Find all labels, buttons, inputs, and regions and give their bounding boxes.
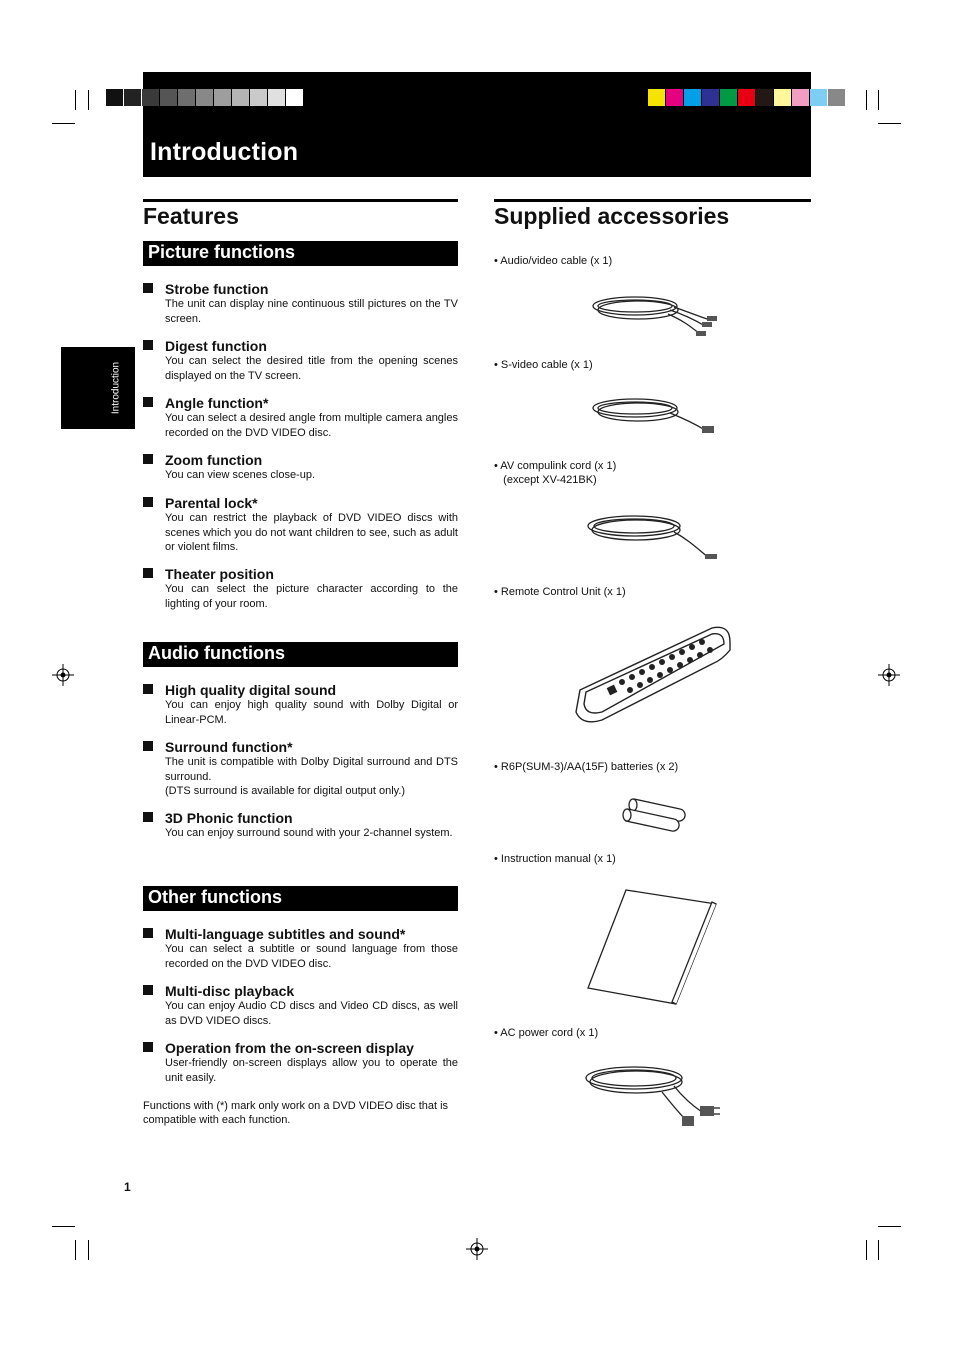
grayscale-swatch: [286, 89, 303, 106]
category-bar-picture: [143, 241, 458, 266]
feature-item: [143, 395, 458, 440]
s-video-cable-icon: [590, 392, 720, 440]
feature-desc: You can enjoy surround sound with your 2-channel system.: [165, 827, 453, 839]
accessory-label: • AV compulink cord (x 1) (except XV-421BK): [494, 460, 617, 486]
bullet-icon: [143, 454, 153, 464]
bullet-icon: [143, 741, 153, 751]
feature-title: Multi-disc playback: [165, 983, 295, 999]
grayscale-swatch: [160, 89, 177, 106]
bullet-icon: [143, 340, 153, 350]
feature-desc: You can restrict the playback of DVD VIDEO discs with scenes which you do not want children to see, such as adult or violent films.: [165, 512, 458, 553]
grayscale-swatch: [232, 89, 249, 106]
registration-mark-icon: [466, 1238, 488, 1260]
grayscale-swatch: [250, 89, 267, 106]
av-cable-icon: [590, 290, 720, 340]
page-number: 1: [124, 1180, 131, 1194]
color-swatch: [810, 89, 827, 106]
feature-desc: You can select a subtitle or sound language from those recorded on the DVD VIDEO disc.: [165, 943, 458, 970]
feature-item: [143, 281, 458, 326]
registration-mark-icon: [52, 664, 74, 686]
side-tab: [61, 347, 135, 429]
color-swatch: [738, 89, 755, 106]
color-swatch: [648, 89, 665, 106]
feature-item: [143, 739, 458, 799]
grayscale-swatch: [196, 89, 213, 106]
color-swatch: [684, 89, 701, 106]
remote-control-icon: [572, 620, 734, 728]
accessory-label: • Audio/video cable (x 1): [494, 255, 613, 267]
batteries-icon: [620, 797, 686, 833]
feature-title: Surround function*: [165, 739, 293, 755]
feature-item: [143, 566, 458, 611]
feature-item: [143, 1040, 458, 1085]
accessory-label: • S-video cable (x 1): [494, 359, 593, 371]
feature-desc: The unit is compatible with Dolby Digital surround and DTS surround.: [165, 756, 458, 783]
category-bar-audio: [143, 642, 458, 667]
feature-item: [143, 495, 458, 555]
grayscale-swatch: [214, 89, 231, 106]
feature-desc: You can view scenes close-up.: [165, 469, 316, 481]
feature-title: Zoom function: [165, 452, 263, 468]
manual-icon: [586, 888, 720, 1008]
features-heading: Features: [143, 203, 239, 229]
page-title: Introduction: [150, 138, 299, 166]
registration-mark-icon: [878, 664, 900, 686]
feature-desc: You can select the desired title from the opening scenes displayed on the TV screen.: [165, 355, 458, 382]
feature-item: [143, 338, 458, 383]
grayscale-swatch: [178, 89, 195, 106]
color-swatch: [702, 89, 719, 106]
bullet-icon: [143, 568, 153, 578]
footnote: Functions with (*) mark only work on a DVD VIDEO disc that is compatible with each function.: [143, 1100, 449, 1126]
feature-title: Strobe function: [165, 281, 269, 297]
feature-desc: You can enjoy Audio CD discs and Video CD discs, as well as DVD VIDEO discs.: [165, 1000, 458, 1027]
feature-desc: The unit can display nine continuous still pictures on the TV screen.: [165, 298, 458, 325]
category-title: Other functions: [148, 887, 282, 907]
bullet-icon: [143, 397, 153, 407]
grayscale-swatch: [268, 89, 285, 106]
grayscale-swatch: [124, 89, 141, 106]
color-swatch: [774, 89, 791, 106]
bullet-icon: [143, 283, 153, 293]
bullet-icon: [143, 1042, 153, 1052]
feature-desc: You can select the picture character according to the lighting of your room.: [165, 583, 458, 610]
feature-desc: User-friendly on-screen displays allow you to operate the unit easily.: [165, 1057, 458, 1084]
color-swatch: [792, 89, 809, 106]
color-swatch: [666, 89, 683, 106]
feature-title: Multi-language subtitles and sound*: [165, 926, 406, 942]
category-bar-other: [143, 886, 458, 911]
feature-item: [143, 926, 458, 971]
color-swatch: [756, 89, 773, 106]
grayscale-swatch: [142, 89, 159, 106]
power-cord-icon: [582, 1060, 724, 1130]
bullet-icon: [143, 497, 153, 507]
category-title: Picture functions: [148, 242, 296, 262]
compulink-cord-icon: [584, 510, 724, 568]
accessory-label: • Instruction manual (x 1): [494, 853, 616, 865]
feature-title: High quality digital sound: [165, 682, 337, 698]
feature-title: Digest function: [165, 338, 267, 354]
accessory-label: • R6P(SUM-3)/AA(15F) batteries (x 2): [494, 761, 679, 773]
bullet-icon: [143, 684, 153, 694]
color-swatch: [720, 89, 737, 106]
bullet-icon: [143, 985, 153, 995]
grayscale-swatch: [106, 89, 123, 106]
bullet-icon: [143, 812, 153, 822]
side-tab-label: Introduction: [110, 361, 122, 415]
color-swatch: [828, 89, 845, 106]
feature-title: Operation from the on-screen display: [165, 1040, 414, 1056]
feature-title: 3D Phonic function: [165, 810, 293, 826]
features-rule: [143, 199, 458, 202]
accessories-rule: [494, 199, 811, 202]
feature-title: Parental lock*: [165, 495, 258, 511]
feature-desc: You can enjoy high quality sound with Dolby Digital or Linear-PCM.: [165, 699, 458, 726]
feature-item: [143, 452, 458, 483]
feature-item: [143, 810, 458, 841]
accessories-heading: Supplied accessories: [494, 203, 730, 229]
category-title: Audio functions: [148, 643, 285, 663]
feature-title: Angle function*: [165, 395, 269, 411]
feature-item: [143, 983, 458, 1028]
bullet-icon: [143, 928, 153, 938]
registration-mark-icon: [466, 90, 488, 112]
feature-item: [143, 682, 458, 727]
accessory-label: • AC power cord (x 1): [494, 1027, 599, 1039]
feature-desc: You can select a desired angle from multiple camera angles recorded on the DVD VIDEO disc.: [165, 412, 458, 439]
feature-title: Theater position: [165, 566, 274, 582]
feature-desc-note: (DTS surround is available for digital output only.): [165, 785, 406, 797]
accessory-label: • Remote Control Unit (x 1): [494, 586, 626, 598]
